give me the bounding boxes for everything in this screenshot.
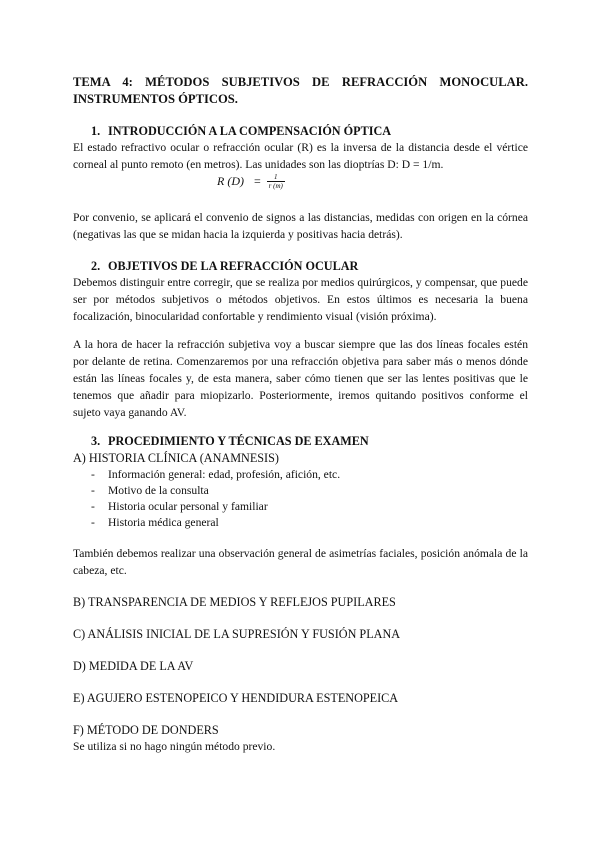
section-1-paragraph-2: Por convenio, se aplicará el convenio de signos a las distancias, medidas con origen en la córnea (negativas las que se midan hacia la izquierda y positivas hacia detrás). [73,211,528,241]
section-1-heading: 1. INTRODUCCIÓN A LA COMPENSACIÓN ÓPTICA [91,124,392,138]
section-2-heading: 2. OBJETIVOS DE LA REFRACCIÓN OCULAR [91,259,359,273]
formula-numerator: 1 [274,173,278,181]
list-item: - Información general: edad, profesión, afición, etc. [91,468,341,481]
subsection-a-heading: A) HISTORIA CLÍNICA (ANAMNESIS) [73,451,279,465]
subsection-b-heading: B) TRANSPARENCIA DE MEDIOS Y REFLEJOS PUPILARES [73,595,396,609]
subsection-d-heading: D) MEDIDA DE LA AV [73,659,194,673]
formula-lhs: R (D) [217,174,244,188]
subsection-e-heading: E) AGUJERO ESTENOPEICO Y HENDIDURA ESTENOPEICA [73,691,399,705]
section-1-paragraph-1: El estado refractivo ocular o refracción ocular (R) es la inversa de la distancia desde el vértice corneal al punto remoto (en metros). Las unidades son las dioptrías D: D = 1/m. [73,141,528,171]
formula-denominator: r (m) [268,182,283,190]
subsection-f-heading: F) MÉTODO DE DONDERS [73,723,219,737]
formula-fraction [267,173,285,190]
list-item: - Historia ocular personal y familiar [91,500,268,513]
section-3-heading: 3. PROCEDIMIENTO Y TÉCNICAS DE EXAMEN [91,434,369,448]
document-title [73,74,528,108]
subsection-f-paragraph: Se utiliza si no hago ningún método previo. [73,740,276,753]
subsection-a-paragraph: También debemos realizar una observación general de asimetrías faciales, posición anómala de la cabeza, etc. [73,547,528,577]
title-line-2: INSTRUMENTOS ÓPTICOS. [73,92,238,106]
section-2-paragraph-2: A la hora de hacer la refracción subjetiva voy a buscar siempre que las dos líneas focales estén por delante de retina. Comenzaremos por una refracción objetiva para saber más o menos dónde están las líneas focales y, de esta manera, saber cómo tienen que ser las lentes positivas que le tenemos que añadir para miopizarlo. Posteriormente, iremos quitando positivos conforme el sujeto vaya ganando AV. [73,338,528,419]
list-item: - Motivo de la consulta [91,484,209,497]
subsection-c-heading: C) ANÁLISIS INICIAL DE LA SUPRESIÓN Y FUSIÓN PLANA [73,627,401,641]
anamnesis-list [91,467,340,531]
title-line-1: TEMA 4: MÉTODOS SUBJETIVOS DE REFRACCIÓN MONOCULAR. [73,75,528,89]
section-2-paragraph-1: Debemos distinguir entre corregir, que se realiza por medios quirúrgicos, y compensar, que puede ser por métodos subjetivos o métodos objetivos. En estos últimos es necesaria la buena focalización, binocularidad confortable y rendimiento visual (visión próxima). [73,276,528,323]
list-item: - Historia médica general [91,516,219,529]
formula-equals: = [254,174,261,188]
refraction-formula [217,173,285,190]
